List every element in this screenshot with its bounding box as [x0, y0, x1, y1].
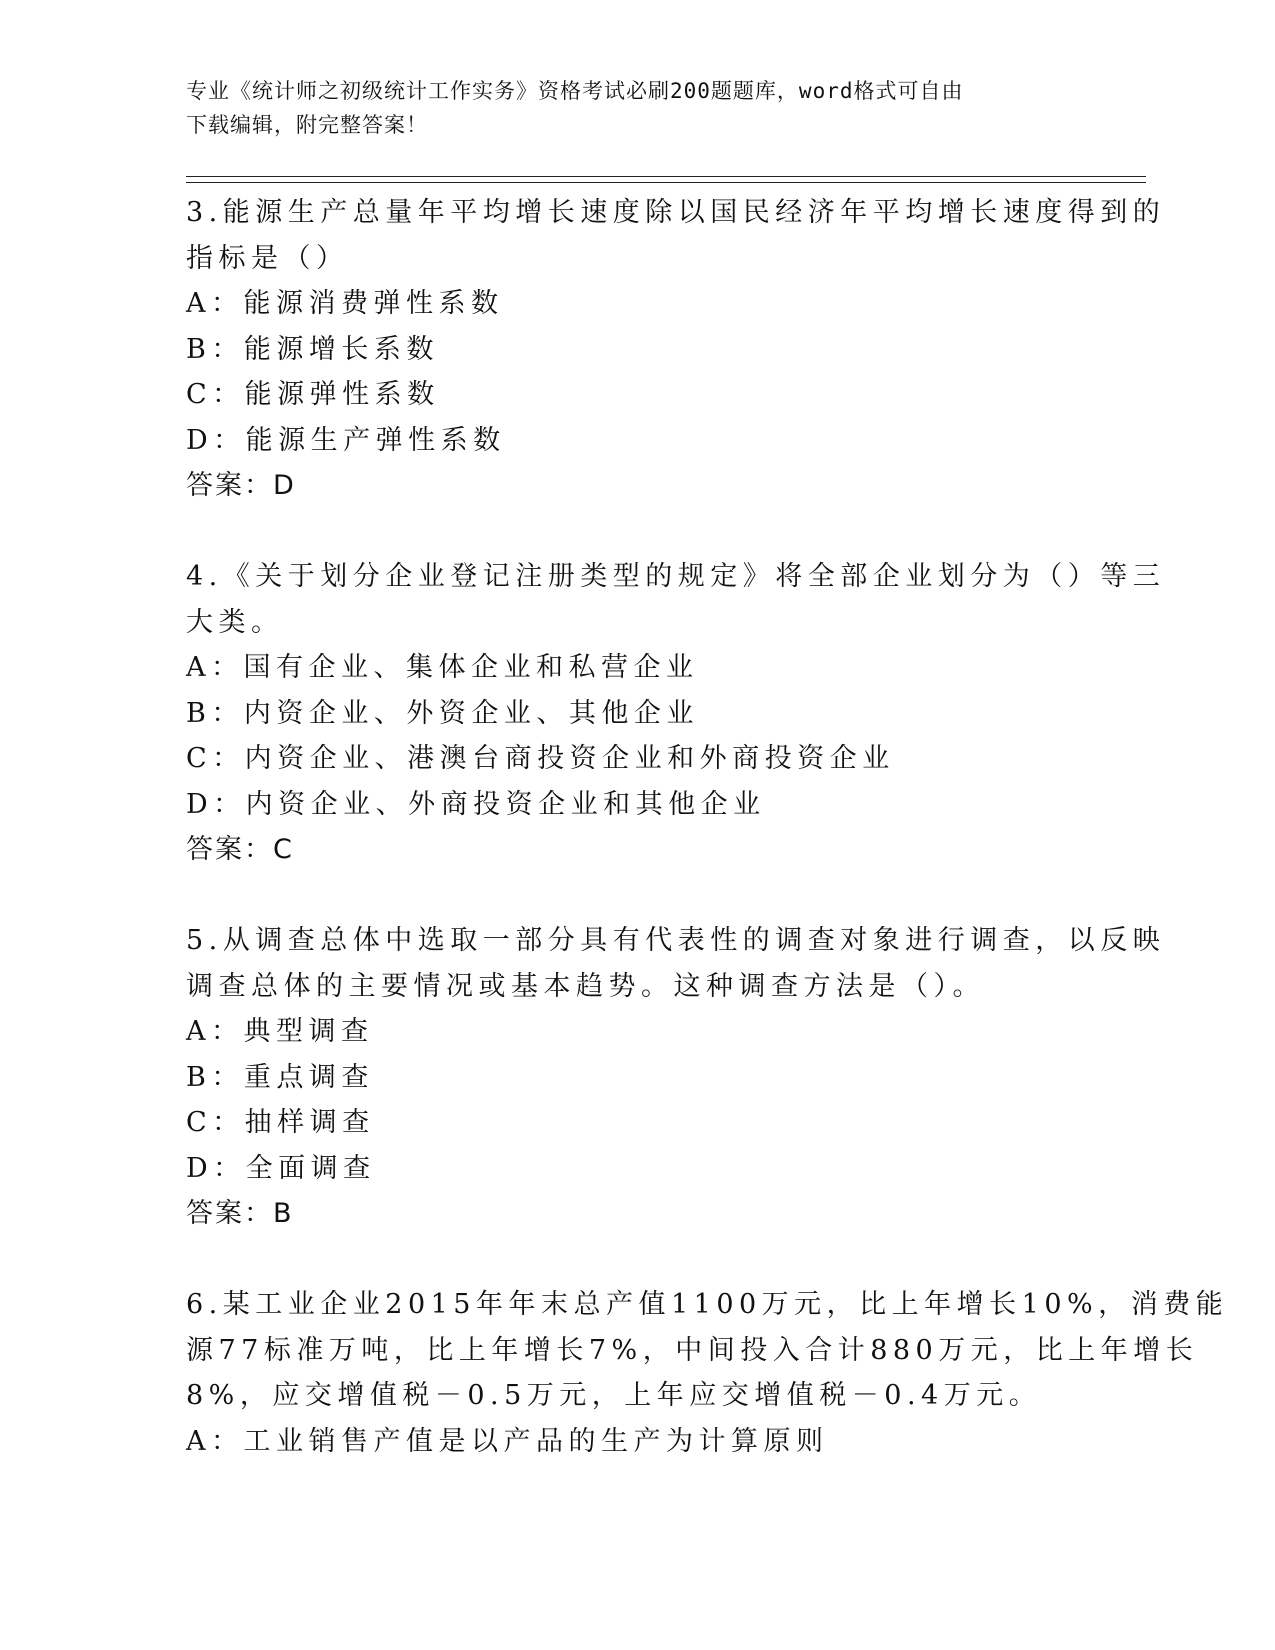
question-list	[186, 190, 1229, 1464]
option-c: C：抽样调查	[186, 1107, 375, 1138]
answer: 答案：C	[186, 834, 294, 865]
option-d: D：能源生产弹性系数	[186, 424, 506, 456]
option-d: D：内资企业、外商投资企业和其他企业	[186, 788, 766, 820]
question-stem-line: 源77标准万吨，比上年增长7%，中间投入合计880万元，比上年增长	[186, 1334, 1199, 1366]
question-4	[186, 554, 1166, 873]
option-a: A：典型调查	[186, 1016, 374, 1047]
question-stem-line: 5.从调查总体中选取一部分具有代表性的调查对象进行调查，以反映	[186, 925, 1166, 956]
option-a: A：能源消费弹性系数	[186, 288, 504, 319]
answer: 答案：B	[186, 1198, 294, 1229]
question-gap	[186, 509, 1086, 555]
question-stem-line: 3.能源生产总量年平均增长速度除以国民经济年平均增长速度得到的	[186, 197, 1166, 228]
option-b: B：内资企业、外资企业、其他企业	[186, 697, 699, 729]
option-b: B：重点调查	[186, 1061, 374, 1093]
option-c: C：能源弹性系数	[186, 379, 440, 410]
header-line-1: 专业《统计师之初级统计工作实务》资格考试必刷200题题库，word格式可自由	[186, 79, 964, 103]
question-5	[186, 918, 1166, 1237]
question-stem-line: 4.《关于划分企业登记注册类型的规定》将全部企业划分为（）等三	[186, 561, 1166, 592]
option-a: A：工业销售产值是以产品的生产为计算原则	[186, 1425, 829, 1457]
question-stem-line: 调查总体的主要情况或基本趋势。这种调查方法是（）。	[186, 970, 985, 1002]
question-stem-line: 大类。	[186, 606, 284, 638]
option-c: C：内资企业、港澳台商投资企业和外商投资企业	[186, 743, 895, 774]
question-stem-line: 6.某工业企业2015年年末总产值1100万元，比上年增长10%，消费能	[186, 1289, 1229, 1320]
document-header	[186, 74, 1066, 142]
header-divider-top	[186, 176, 1146, 177]
answer: 答案：D	[186, 470, 296, 501]
option-d: D：全面调查	[186, 1152, 376, 1184]
header-divider-bottom	[186, 182, 1146, 183]
question-6	[186, 1282, 1229, 1464]
question-stem-line: 8%，应交增值税－0.5万元，上年应交增值税－0.4万元。	[186, 1380, 1042, 1411]
question-gap	[186, 1237, 1086, 1283]
question-gap	[186, 873, 1086, 919]
question-stem-line: 指标是（）	[186, 242, 349, 274]
question-3	[186, 190, 1166, 509]
option-b: B：能源增长系数	[186, 333, 439, 365]
header-line-2: 下载编辑，附完整答案！	[186, 113, 428, 137]
option-a: A：国有企业、集体企业和私营企业	[186, 652, 699, 683]
